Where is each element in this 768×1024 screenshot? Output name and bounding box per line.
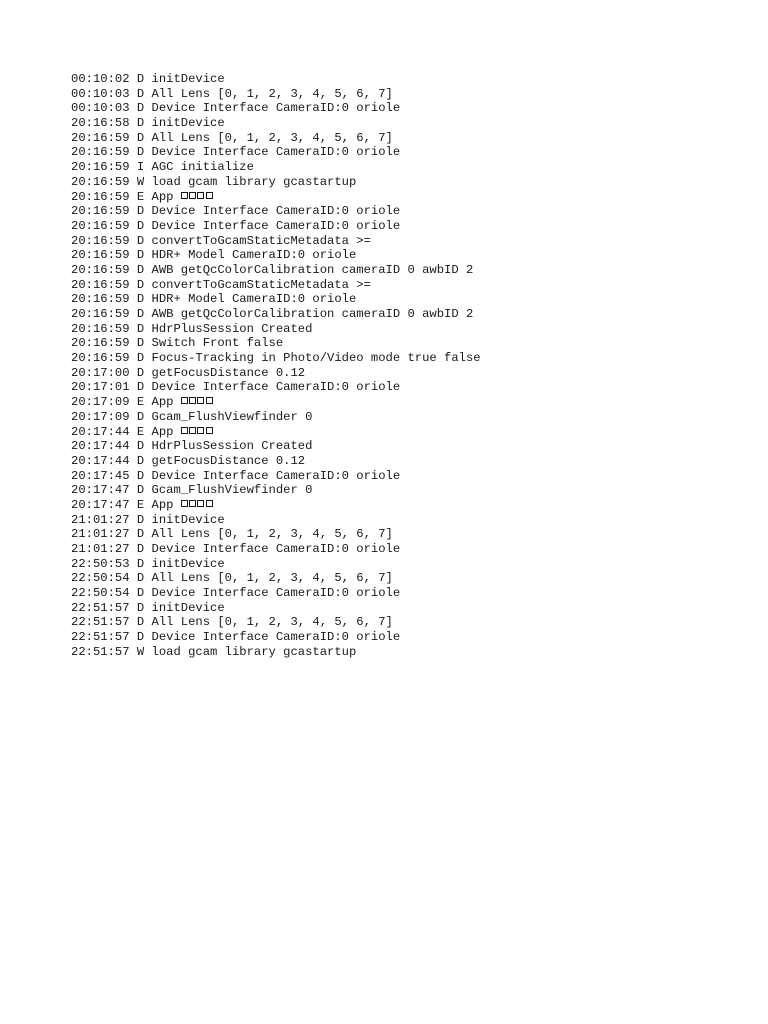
log-message: initDevice [151, 72, 225, 86]
log-message: Device Interface CameraID:0 oriole [151, 468, 401, 483]
log-message: Device Interface CameraID:0 oriole [151, 101, 401, 116]
log-message: Focus-Tracking in Photo/Video mode true false [151, 351, 481, 366]
log-level: D [136, 204, 145, 219]
log-timestamp: 21:01:27 [71, 542, 130, 556]
log-message: convertToGcamStaticMetadata >= [151, 233, 371, 248]
log-level: D [136, 542, 145, 556]
log-message: AWB getQcColorCalibration cameraID 0 awbID 2 [151, 307, 474, 321]
log-message: load gcam library gcastartup [151, 644, 357, 659]
log-level: D [136, 600, 145, 615]
log-timestamp: 20:17:44 [71, 453, 130, 468]
log-level: D [136, 262, 145, 277]
log-line [71, 87, 481, 102]
log-level: D [136, 233, 145, 248]
log-message: Switch Front false [151, 336, 284, 351]
log-timestamp: 20:16:59 [71, 248, 130, 263]
log-level: E [136, 189, 145, 204]
missing-glyph-box [197, 192, 204, 199]
log-timestamp: 22:51:57 [71, 644, 130, 659]
log-line [71, 292, 481, 307]
log-message: load gcam library gcastartup [151, 174, 357, 189]
missing-glyph-box [197, 397, 204, 404]
log-line [71, 160, 481, 175]
log-message: All Lens [0, 1, 2, 3, 4, 5, 6, 7] [151, 527, 393, 542]
missing-glyph-box [181, 397, 188, 404]
log-level: D [136, 380, 145, 395]
log-level: D [136, 86, 145, 101]
log-timestamp: 20:17:09 [71, 395, 130, 410]
log-message: App [151, 497, 181, 512]
log-timestamp: 00:10:03 [71, 86, 130, 101]
log-level: E [136, 395, 145, 410]
log-level: W [136, 174, 145, 189]
log-message: AGC initialize [151, 160, 254, 175]
log-message: All Lens [0, 1, 2, 3, 4, 5, 6, 7] [151, 571, 393, 586]
log-line [71, 131, 481, 146]
log-line [71, 322, 481, 337]
log-timestamp: 20:17:47 [71, 497, 130, 512]
log-line [71, 645, 481, 660]
log-timestamp: 20:16:59 [71, 130, 130, 145]
log-message: Device Interface CameraID:0 oriole [151, 218, 401, 233]
log-timestamp: 20:16:58 [71, 116, 130, 131]
log-message: All Lens [0, 1, 2, 3, 4, 5, 6, 7] [151, 86, 393, 101]
log-line [71, 557, 481, 572]
log-message: Device Interface CameraID:0 oriole [151, 145, 401, 160]
log-message: initDevice [151, 600, 225, 615]
log-level: D [136, 292, 145, 307]
log-line [71, 101, 481, 116]
log-message: All Lens [0, 1, 2, 3, 4, 5, 6, 7] [151, 130, 393, 145]
log-level: D [136, 116, 145, 131]
log-level: D [136, 586, 145, 601]
log-line [71, 498, 481, 513]
log-timestamp: 20:16:59 [71, 262, 130, 277]
log-timestamp: 22:50:53 [71, 556, 130, 571]
log-level: D [136, 277, 145, 292]
log-timestamp: 22:51:57 [71, 615, 130, 630]
log-line [71, 234, 481, 249]
log-message: HdrPlusSession Created [151, 321, 313, 336]
log-timestamp: 22:50:54 [71, 571, 130, 586]
log-timestamp: 20:17:00 [71, 365, 130, 380]
missing-glyph-box [206, 397, 213, 404]
missing-glyph-icon [181, 395, 214, 409]
missing-glyph-box [206, 192, 213, 199]
log-timestamp: 20:17:44 [71, 424, 130, 439]
log-line [71, 469, 481, 484]
log-level: D [136, 630, 145, 645]
log-message: getFocusDistance 0.12 [151, 365, 306, 380]
log-message: initDevice [151, 116, 225, 131]
log-level: D [136, 571, 145, 586]
log-line [71, 439, 481, 454]
missing-glyph-box [197, 427, 204, 434]
log-line [71, 380, 481, 395]
missing-glyph-icon [181, 498, 214, 512]
missing-glyph-box [206, 427, 213, 434]
log-timestamp: 20:17:45 [71, 468, 130, 483]
log-level: D [136, 556, 145, 571]
log-timestamp: 20:16:59 [71, 233, 130, 248]
log-line [71, 527, 481, 542]
missing-glyph-icon [181, 190, 214, 204]
log-level: D [136, 130, 145, 145]
log-level: D [136, 72, 145, 86]
log-message: initDevice [151, 512, 225, 527]
log-timestamp: 20:16:59 [71, 204, 130, 219]
log-level: D [136, 307, 145, 321]
log-message: App [151, 395, 181, 410]
log-level: I [136, 160, 145, 175]
log-message: Device Interface CameraID:0 oriole [151, 542, 401, 556]
log-timestamp: 20:16:59 [71, 218, 130, 233]
missing-glyph-box [181, 500, 188, 507]
log-message: initDevice [151, 556, 225, 571]
missing-glyph-box [181, 192, 188, 199]
log-message: All Lens [0, 1, 2, 3, 4, 5, 6, 7] [151, 615, 393, 630]
log-timestamp: 20:16:59 [71, 160, 130, 175]
log-timestamp: 22:51:57 [71, 630, 130, 645]
log-message: Device Interface CameraID:0 oriole [151, 630, 401, 645]
log-timestamp: 00:10:02 [71, 72, 130, 86]
log-message: HDR+ Model CameraID:0 oriole [151, 248, 357, 263]
log-message: App [151, 189, 181, 204]
log-message: Device Interface CameraID:0 oriole [151, 204, 401, 219]
log-timestamp: 20:16:59 [71, 336, 130, 351]
log-line [71, 145, 481, 160]
log-line [71, 190, 481, 205]
log-timestamp: 21:01:27 [71, 512, 130, 527]
log-message: convertToGcamStaticMetadata >= [151, 277, 371, 292]
log-message: getFocusDistance 0.12 [151, 453, 306, 468]
log-timestamp: 20:16:59 [71, 307, 130, 321]
log-line [71, 263, 481, 278]
log-line [71, 278, 481, 293]
log-level: D [136, 409, 145, 424]
log-timestamp: 21:01:27 [71, 527, 130, 542]
log-level: D [136, 468, 145, 483]
log-timestamp: 20:16:59 [71, 145, 130, 160]
log-timestamp: 00:10:03 [71, 101, 130, 116]
log-timestamp: 22:51:57 [71, 600, 130, 615]
log-level: D [136, 365, 145, 380]
log-line [71, 542, 481, 557]
log-timestamp: 20:16:59 [71, 292, 130, 307]
log-line [71, 204, 481, 219]
missing-glyph-box [189, 427, 196, 434]
log-timestamp: 20:17:09 [71, 409, 130, 424]
log-message: HDR+ Model CameraID:0 oriole [151, 292, 357, 307]
log-level: E [136, 424, 145, 439]
log-message: Device Interface CameraID:0 oriole [151, 586, 401, 601]
log-level: D [136, 145, 145, 160]
log-level: D [136, 321, 145, 336]
log-line [71, 410, 481, 425]
log-level: D [136, 351, 145, 366]
log-line [71, 351, 481, 366]
log-message: Device Interface CameraID:0 oriole [151, 380, 401, 395]
log-timestamp: 20:16:59 [71, 189, 130, 204]
log-level: D [136, 615, 145, 630]
log-level: D [136, 248, 145, 263]
log-line [71, 248, 481, 263]
log-message: Gcam_FlushViewfinder 0 [151, 483, 313, 498]
log-message: AWB getQcColorCalibration cameraID 0 awbID 2 [151, 262, 474, 277]
log-line [71, 513, 481, 528]
log-line [71, 586, 481, 601]
log-output [71, 72, 481, 660]
log-level: D [136, 336, 145, 351]
missing-glyph-box [189, 500, 196, 507]
log-line [71, 72, 481, 87]
log-level: W [136, 644, 145, 659]
log-line [71, 615, 481, 630]
missing-glyph-box [181, 427, 188, 434]
log-line [71, 175, 481, 190]
log-level: D [136, 218, 145, 233]
log-line [71, 395, 481, 410]
log-line [71, 219, 481, 234]
log-line [71, 336, 481, 351]
log-level: D [136, 453, 145, 468]
log-level: E [136, 497, 145, 512]
missing-glyph-icon [181, 425, 214, 439]
log-line [71, 601, 481, 616]
log-line [71, 307, 481, 322]
log-level: D [136, 527, 145, 542]
log-message: App [151, 424, 181, 439]
log-line [71, 483, 481, 498]
missing-glyph-box [189, 397, 196, 404]
missing-glyph-box [197, 500, 204, 507]
log-timestamp: 22:50:54 [71, 586, 130, 601]
log-level: D [136, 483, 145, 498]
log-line [71, 571, 481, 586]
log-level: D [136, 512, 145, 527]
log-line [71, 116, 481, 131]
log-timestamp: 20:16:59 [71, 174, 130, 189]
log-line [71, 454, 481, 469]
log-timestamp: 20:17:47 [71, 483, 130, 498]
log-message: HdrPlusSession Created [151, 439, 313, 454]
log-line [71, 425, 481, 440]
log-line [71, 630, 481, 645]
log-timestamp: 20:17:01 [71, 380, 130, 395]
log-timestamp: 20:16:59 [71, 321, 130, 336]
log-timestamp: 20:16:59 [71, 277, 130, 292]
log-level: D [136, 439, 145, 454]
missing-glyph-box [189, 192, 196, 199]
log-level: D [136, 101, 145, 116]
log-timestamp: 20:17:44 [71, 439, 130, 454]
log-timestamp: 20:16:59 [71, 351, 130, 366]
log-message: Gcam_FlushViewfinder 0 [151, 409, 313, 424]
missing-glyph-box [206, 500, 213, 507]
log-line [71, 366, 481, 381]
